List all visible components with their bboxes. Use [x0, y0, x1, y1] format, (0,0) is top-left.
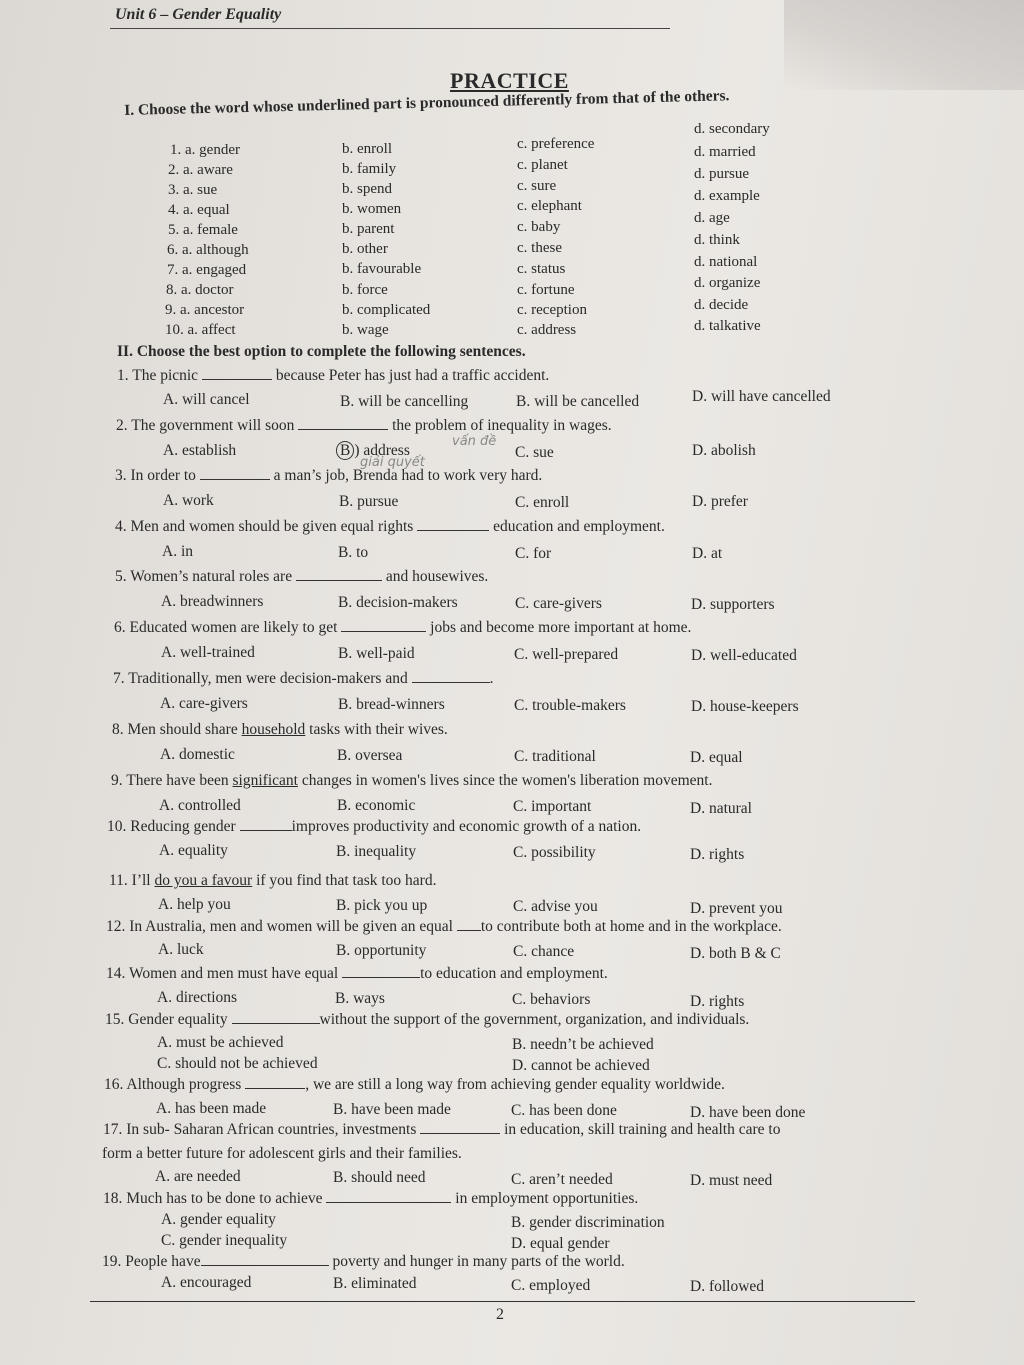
section1-instruction: I. Choose the word whose underlined part is pronounced differently from that of the others. [124, 87, 730, 119]
s1-q4-c: c. elephant [517, 198, 582, 214]
q8-option-b: B. oversea [337, 747, 403, 764]
s1-q4-a: 4. a. equal [168, 202, 230, 218]
q16-option-c: C. has been done [511, 1102, 617, 1119]
q6-option-b: B. well-paid [338, 645, 415, 662]
q11-option-a: A. help you [158, 896, 231, 913]
q4-option-a: A. in [162, 543, 193, 560]
q18-stem: 18. Much has to be done to achieve in employment opportunities. [103, 1190, 639, 1207]
s1-q2-b: b. family [342, 161, 397, 177]
q5-option-c: C. care-givers [515, 595, 602, 612]
q6-stem: 6. Educated women are likely to get jobs and become more important at home. [114, 619, 692, 636]
q2-option-c: C. sue [515, 444, 554, 461]
q15-stem: 15. Gender equality without the support of the government, organization, and individuals. [105, 1011, 750, 1028]
header-rule [110, 28, 670, 29]
q15-option-c: C. should not be achieved [157, 1055, 318, 1072]
q15-option-d: D. cannot be achieved [512, 1057, 650, 1074]
s1-q9-d: d. decide [694, 297, 749, 313]
page-shadow [784, 0, 1024, 90]
q18-option-c: C. gender inequality [161, 1232, 288, 1249]
q4-option-c: C. for [515, 545, 552, 562]
q12-option-d: D. both B & C [690, 945, 781, 962]
q17-stem: 17. In sub- Saharan African countries, investments in education, skill training and health care to [103, 1121, 781, 1138]
s1-q2-d: d. married [694, 144, 756, 160]
s1-q7-a: 7. a. engaged [167, 262, 247, 278]
q19-option-b: B. eliminated [333, 1275, 417, 1292]
q1-option-a: A. will cancel [163, 391, 250, 408]
q3-option-a: A. work [163, 492, 214, 509]
q17-option-c: C. aren’t needed [511, 1171, 613, 1188]
s1-q6-d: d. think [694, 232, 740, 248]
q14-option-c: C. behaviors [512, 991, 591, 1008]
q3-option-d: D. prefer [692, 493, 748, 510]
q19-option-c: C. employed [511, 1277, 591, 1294]
s1-q2-a: 2. a. aware [168, 162, 233, 178]
q19-option-d: D. followed [690, 1278, 765, 1295]
q9-stem: 9. There have been significant changes in women's lives since the women's liberation movement. [111, 772, 713, 789]
s1-q1-d: d. secondary [694, 121, 770, 137]
q10-stem: 10. Reducing gender improves productivity and economic growth of a nation. [107, 818, 642, 835]
q12-option-b: B. opportunity [336, 942, 427, 959]
q14-option-b: B. ways [335, 990, 385, 1007]
q4-option-b: B. to [338, 544, 369, 561]
s1-q5-d: d. age [694, 210, 730, 226]
q19-stem: 19. People have poverty and hunger in many parts of the world. [102, 1253, 625, 1270]
s1-q7-c: c. status [517, 261, 566, 277]
q5-stem: 5. Women’s natural roles are and housewives. [115, 568, 489, 585]
s1-q1-b: b. enroll [342, 141, 392, 157]
s1-q2-c: c. planet [517, 157, 568, 173]
q1-option-c: B. will be cancelled [516, 393, 640, 410]
q14-option-d: D. rights [690, 993, 745, 1010]
s1-q5-b: b. parent [342, 221, 395, 237]
s1-q10-c: c. address [517, 322, 577, 338]
q8-option-d: D. equal [690, 749, 743, 766]
q14-stem: 14. Women and men must have equal to education and employment. [106, 965, 608, 982]
s1-q1-c: c. preference [517, 136, 595, 152]
q15-option-b: B. needn’t be achieved [512, 1036, 654, 1053]
q12-option-c: C. chance [513, 943, 575, 960]
s1-q10-d: d. talkative [694, 318, 761, 334]
q9-option-a: A. controlled [159, 797, 241, 814]
q7-stem: 7. Traditionally, men were decision-makers and . [113, 670, 494, 687]
q5-option-a: A. breadwinners [161, 593, 264, 610]
q2-stem: 2. The government will soon the problem of inequality in wages. [116, 417, 612, 434]
s1-q4-b: b. women [342, 201, 402, 217]
q17-option-b: B. should need [333, 1169, 426, 1186]
unit-header: Unit 6 – Gender Equality [115, 6, 282, 23]
s1-q1-a: 1. a. gender [170, 142, 240, 158]
q10-option-a: A. equality [159, 842, 228, 859]
q3-option-c: C. enroll [515, 494, 570, 511]
s1-q9-b: b. complicated [342, 302, 431, 318]
q17-stem-continued: form a better future for adolescent girls and their families. [102, 1145, 462, 1162]
s1-q3-c: c. sure [517, 178, 557, 194]
s1-q7-b: b. favourable [342, 261, 422, 277]
q9-option-d: D. natural [690, 800, 752, 817]
q17-option-a: A. are needed [155, 1168, 241, 1185]
q12-option-a: A. luck [158, 941, 204, 958]
s1-q8-a: 8. a. doctor [166, 282, 234, 298]
q7-option-a: A. care-givers [160, 695, 248, 712]
s1-q8-b: b. force [342, 282, 388, 298]
q10-option-c: C. possibility [513, 844, 596, 861]
q5-option-d: D. supporters [691, 596, 775, 613]
q9-option-b: B. economic [337, 797, 416, 814]
q2-option-a: A. establish [163, 442, 237, 459]
q16-option-a: A. has been made [156, 1100, 267, 1117]
q1-option-d: D. will have cancelled [692, 388, 831, 405]
q2-option-b: B ) address [336, 442, 410, 460]
q16-stem: 16. Although progress , we are still a long way from achieving gender equality worldwide. [104, 1076, 725, 1093]
s1-q6-b: b. other [342, 241, 388, 257]
q1-stem: 1. The picnic because Peter has just had a traffic accident. [117, 367, 550, 384]
page-number: 2 [496, 1306, 504, 1323]
q3-stem: 3. In order to a man’s job, Brenda had to work very hard. [115, 467, 543, 484]
q14-option-a: A. directions [157, 989, 238, 1006]
s1-q9-c: c. reception [517, 302, 587, 318]
q16-option-d: D. have been done [690, 1104, 806, 1121]
q11-option-b: B. pick you up [336, 897, 428, 914]
q6-option-c: C. well-prepared [514, 646, 619, 663]
s1-q10-a: 10. a. affect [165, 322, 236, 338]
s1-q8-c: c. fortune [517, 282, 575, 298]
q5-option-b: B. decision-makers [338, 594, 458, 611]
q4-option-d: D. at [692, 545, 723, 562]
s1-q3-b: b. spend [342, 181, 392, 197]
s1-q6-c: c. these [517, 240, 562, 256]
handwritten-note-2: giải quyết [360, 455, 425, 470]
q6-option-a: A. well-trained [161, 644, 255, 661]
q19-option-a: A. encouraged [161, 1274, 252, 1291]
q17-option-d: D. must need [690, 1172, 773, 1189]
s1-q9-a: 9. a. ancestor [165, 302, 245, 318]
q7-option-c: C. trouble-makers [514, 697, 626, 714]
q8-stem: 8. Men should share household tasks with their wives. [112, 721, 448, 738]
section2-instruction: II. Choose the best option to complete the following sentences. [117, 343, 526, 360]
q7-option-b: B. bread-winners [338, 696, 445, 713]
page-title: PRACTICE [450, 68, 569, 93]
circled-answer-mark: B [336, 441, 354, 460]
q1-option-b: B. will be cancelling [340, 393, 469, 410]
q12-stem: 12. In Australia, men and women will be given an equal to contribute both at home and in the workplace. [106, 918, 782, 935]
handwritten-note-1: vấn đề [452, 434, 497, 449]
s1-q7-d: d. national [694, 254, 758, 270]
q11-option-c: C. advise you [513, 898, 598, 915]
q11-option-d: D. prevent you [690, 900, 783, 917]
q18-option-a: A. gender equality [161, 1211, 276, 1228]
footer-rule [90, 1301, 915, 1302]
q15-option-a: A. must be achieved [157, 1034, 284, 1051]
q2-option-d: D. abolish [692, 442, 756, 459]
q3-option-b: B. pursue [339, 493, 399, 510]
q18-option-d: D. equal gender [511, 1235, 610, 1252]
q11-stem: 11. I’ll do you a favour if you find that task too hard. [109, 872, 437, 889]
s1-q10-b: b. wage [342, 322, 389, 338]
s1-q6-a: 6. a. although [167, 242, 249, 258]
s1-q8-d: d. organize [694, 275, 761, 291]
s1-q5-a: 5. a. female [168, 222, 238, 238]
q9-option-c: C. important [513, 798, 592, 815]
q8-option-a: A. domestic [160, 746, 235, 763]
q10-option-d: D. rights [690, 846, 745, 863]
q4-stem: 4. Men and women should be given equal rights education and employment. [115, 518, 665, 535]
q18-option-b: B. gender discrimination [511, 1214, 665, 1231]
q10-option-b: B. inequality [336, 843, 417, 860]
q7-option-d: D. house-keepers [691, 698, 799, 715]
q6-option-d: D. well-educated [691, 647, 797, 664]
s1-q3-d: d. pursue [694, 166, 749, 182]
s1-q5-c: c. baby [517, 219, 561, 235]
s1-q3-a: 3. a. sue [168, 182, 218, 198]
s1-q4-d: d. example [694, 188, 760, 204]
q16-option-b: B. have been made [333, 1101, 451, 1118]
q8-option-c: C. traditional [514, 748, 596, 765]
